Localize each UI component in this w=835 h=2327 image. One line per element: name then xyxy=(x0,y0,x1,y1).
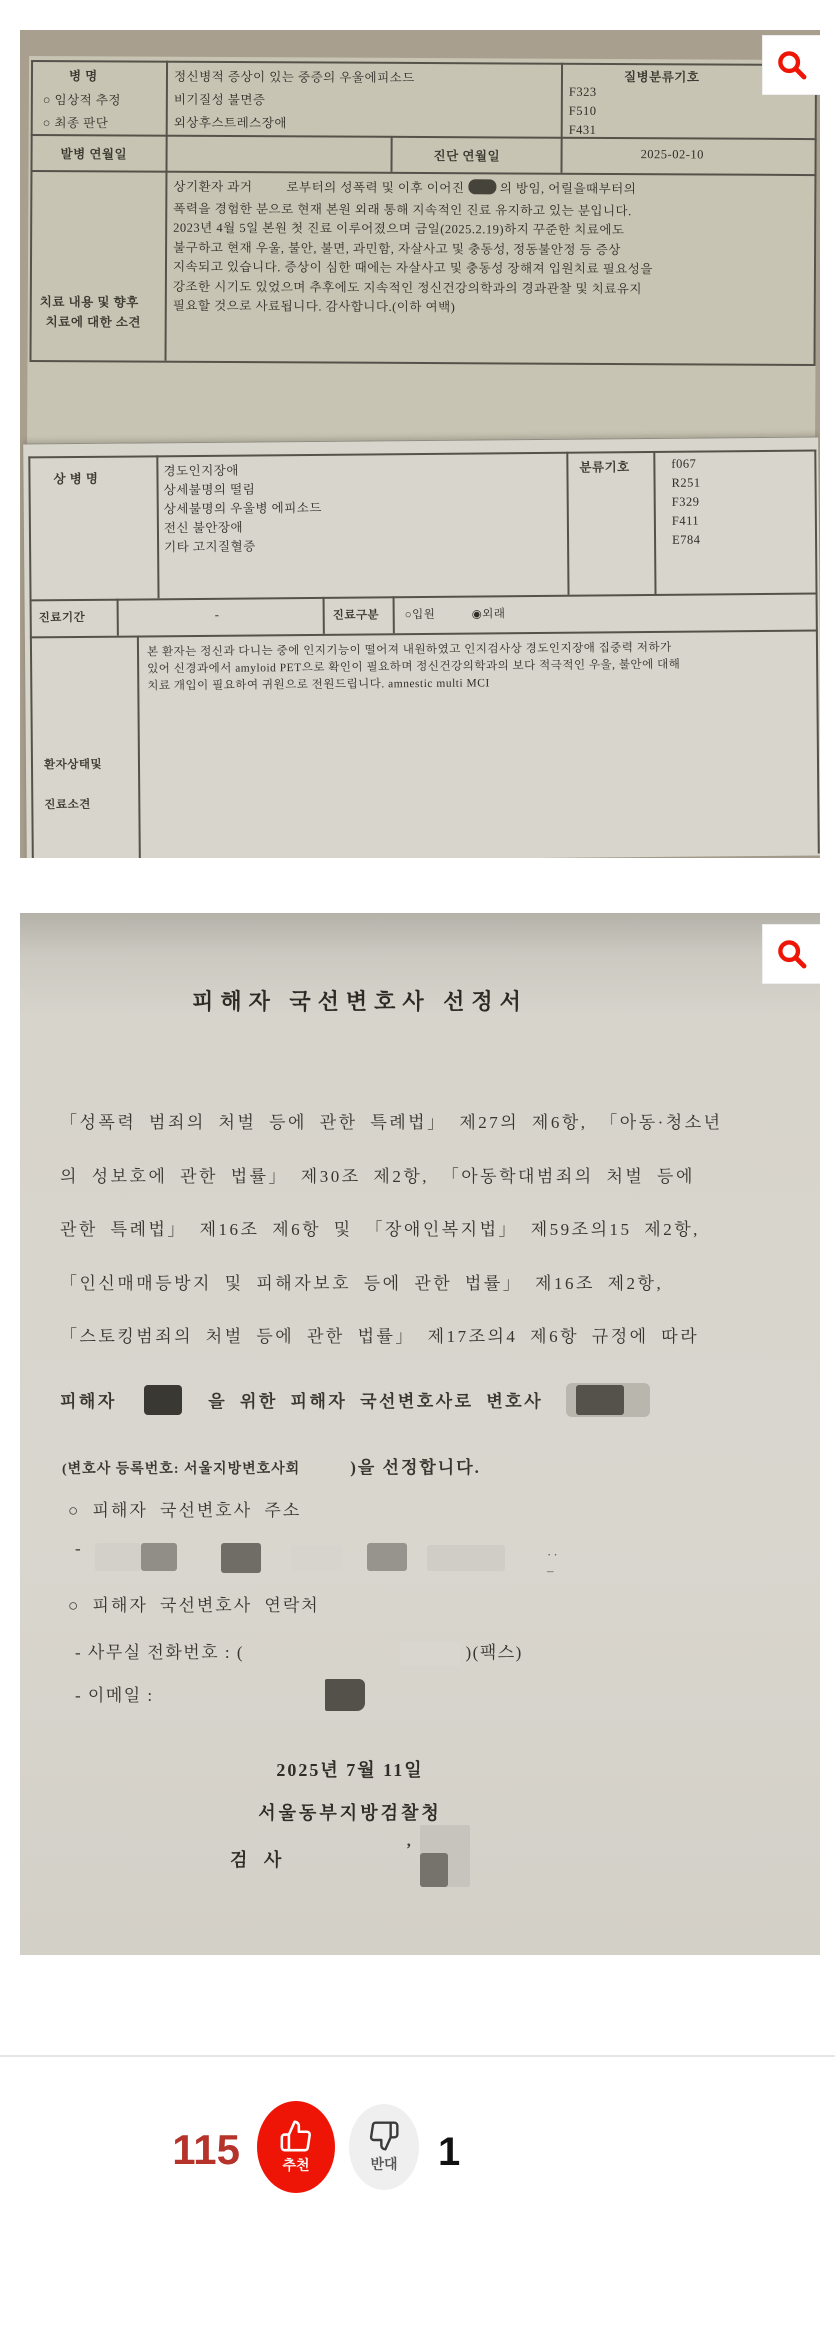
disease-name-header: 병 명 xyxy=(68,69,98,84)
disease-label-option: ○ 최종 판단 xyxy=(42,116,109,131)
referral-note-line: 치료 개입이 필요하여 귀원으로 전원드립니다. amnestic multi MCI xyxy=(147,677,490,693)
referral-note-line: 본 환자는 정신과 다니는 중에 인지기능이 떨어져 내원하였고 인지검사상 경도인지장애 집중력 저하가 xyxy=(146,641,672,659)
opinion-line1-part1: 상기환자 과거 xyxy=(173,179,253,195)
patient-state-label-line2: 진료소견 xyxy=(44,798,91,812)
address-dash: - xyxy=(75,1539,84,1558)
care-period-value: - xyxy=(214,607,220,622)
victim-label: 피해자 xyxy=(60,1392,117,1411)
prosecutor-sign-mark: ʼ xyxy=(406,1841,412,1858)
disease-code: F510 xyxy=(568,103,597,118)
opinion-line: 필요할 것으로 사료됩니다. 감사합니다.(이하 여백) xyxy=(172,298,456,315)
letter-body-line: 의 성보호에 관한 법률」 제30조 제2항, 「아동학대범죄의 처벌 등에 xyxy=(60,1166,695,1186)
redaction-box-phone xyxy=(400,1642,460,1666)
opinion-line: 폭력을 경험한 분으로 현재 본원 외래 통해 지속적인 진료 유지하고 있는 분입니다. xyxy=(173,201,632,218)
appointment-closing-text: )을 선정합니다. xyxy=(350,1458,481,1477)
phone-row xyxy=(75,1638,523,1663)
redaction-box-address-3 xyxy=(221,1543,261,1573)
issuing-office: 서울동부지방검찰청 xyxy=(258,1803,442,1823)
diagnosis-item: 상세불명의 우울병 에피소드 xyxy=(163,500,322,517)
upvote-count: 115 xyxy=(172,2126,240,2173)
phone-label: - 사무실 전화번호 : ( xyxy=(75,1643,244,1662)
registration-number-text: (변호사 등록번호: 서울지방변호사회 xyxy=(62,1462,301,1477)
class-code-header: 분류기호 xyxy=(579,460,630,475)
class-code: R251 xyxy=(671,475,701,490)
opinion-line: 2023년 4월 5일 본원 첫 진료 이루어졌으며 금일(2025.2.19)하지 꾸준한 치료에도 xyxy=(173,220,625,238)
diagnosis-date-value: 2025-02-10 xyxy=(640,147,704,162)
magnifier-icon xyxy=(775,937,809,971)
redaction-box-email xyxy=(325,1679,365,1711)
redaction-box-address-1 xyxy=(95,1543,141,1571)
diagnosis-list-label: 상 병 명 xyxy=(53,471,99,487)
address-remnant-marks: ·· – xyxy=(547,1547,560,1578)
thumbs-up-icon xyxy=(279,2119,313,2153)
disease-name: 외상후스트레스장애 xyxy=(173,115,287,131)
attached-image-medical-documents[interactable] xyxy=(20,30,820,858)
class-code: f067 xyxy=(671,456,697,471)
diagnosis-item: 경도인지장애 xyxy=(163,463,239,479)
diagnosis-date-label: 진단 연월일 xyxy=(433,149,501,164)
opinion-line: 불구하고 현재 우울, 불안, 불면, 과민함, 자살사고 및 충동성, 정동불안정 등 증상 xyxy=(173,240,621,257)
redaction-box-lawyer-name-inner xyxy=(576,1385,624,1415)
redaction-box-victim-name xyxy=(144,1385,182,1415)
upvote-label: 추천 xyxy=(282,2157,310,2173)
address-heading: ○ 피해자 국선변호사 주소 xyxy=(68,1501,302,1520)
opinion-label-line2: 치료에 대한 소견 xyxy=(45,315,142,330)
phone-fax-suffix: )(팩스) xyxy=(465,1643,523,1662)
care-type-outpatient: ◉외래 xyxy=(471,608,506,621)
disease-code: F431 xyxy=(568,122,597,137)
thumbs-down-icon xyxy=(368,2120,400,2152)
letter-line-victim xyxy=(60,1383,650,1417)
patient-state-label-line1: 환자상태및 xyxy=(43,758,103,772)
email-label: - 이메일 : xyxy=(75,1686,154,1705)
care-period-label: 진료기간 xyxy=(38,611,86,625)
redaction-box-address-4 xyxy=(291,1545,343,1571)
upvote-button[interactable] xyxy=(257,2101,335,2193)
class-code: F329 xyxy=(671,494,700,509)
appointment-text: 을 위한 피해자 국선변호사로 변호사 xyxy=(208,1392,544,1411)
opinion-line: 지속되고 있습니다. 증상이 심한 때에는 자살사고 및 충동성 장해져 입원치료 필요성을 xyxy=(172,259,654,277)
contact-heading: ○ 피해자 국선변호사 연락처 xyxy=(68,1596,320,1615)
downvote-button[interactable] xyxy=(349,2104,419,2190)
redaction-blob xyxy=(468,179,496,194)
care-type-label: 진료구분 xyxy=(332,609,380,622)
letter-date: 2025년 7월 11일 xyxy=(276,1760,424,1780)
letter-body-line: 「인신매매등방지 및 피해자보호 등에 관한 법률」 제16조 제2항, xyxy=(60,1273,664,1293)
disease-name: 비기질성 불면증 xyxy=(173,92,266,108)
downvote-label: 반대 xyxy=(370,2156,398,2172)
opinion-line1-part3: 의 방임, 어릴을때부터의 xyxy=(499,181,637,197)
redaction-box-address-2 xyxy=(141,1543,177,1571)
image-zoom-button[interactable] xyxy=(763,36,820,94)
class-code: E784 xyxy=(671,532,701,547)
prosecutor-label: 검 사 xyxy=(230,1850,288,1870)
letter-body-line: 「스토킹범죄의 처벌 등에 관한 법률」 제17조의4 제6항 규정에 따라 xyxy=(60,1327,700,1346)
opinion-line-1 xyxy=(173,177,636,197)
opinion-line1-part2: 로부터의 성폭력 및 이후 이어진 xyxy=(286,180,465,196)
opinion-line: 강조한 시기도 있었으며 추후에도 지속적인 정신건강의학과의 경과관찰 및 치료유지 xyxy=(172,279,643,296)
redaction-box-lawyer-name xyxy=(566,1383,650,1417)
disease-label-option: ○ 임상적 추정 xyxy=(42,93,122,108)
redaction-box-prosecutor-sign-inner xyxy=(420,1853,448,1887)
referral-note-line: 있어 신경과에서 amyloid PET으로 확인이 필요하며 정신건강의학과의 보다 적극적인 우울, 불안에 대해 xyxy=(147,658,681,676)
diagnosis-item: 전신 불안장애 xyxy=(163,520,244,536)
onset-date-label: 발병 연월일 xyxy=(60,147,128,162)
document-diagnosis-certificate xyxy=(27,56,817,474)
redaction-box-address-5 xyxy=(367,1543,407,1571)
class-code: F411 xyxy=(671,513,700,528)
disease-code-header: 질병분류기호 xyxy=(623,70,700,85)
magnifier-icon xyxy=(775,48,809,82)
document-referral-note xyxy=(23,437,820,858)
care-type-inpatient: ○입원 xyxy=(404,608,436,622)
letter-line-registration xyxy=(62,1453,481,1478)
redaction-box-address-6 xyxy=(427,1545,505,1571)
letter-title: 피해자 국선변호사 선정서 xyxy=(192,989,528,1014)
attached-image-appointment-letter[interactable] xyxy=(20,913,820,1955)
email-row xyxy=(75,1681,154,1706)
disease-name: 정신병적 증상이 있는 중증의 우울에피소드 xyxy=(173,69,415,85)
section-divider xyxy=(0,2055,835,2057)
opinion-label-line1: 치료 내용 및 향후 xyxy=(39,294,139,310)
disease-code: F323 xyxy=(568,84,597,99)
letter-body-line: 「성폭력 범죄의 처벌 등에 관한 특례법」 제27의 제6항, 「아동·청소년 xyxy=(60,1113,723,1132)
letter-body-line: 관한 특례법」 제16조 제6항 및 「장애인복지법」 제59조의15 제2항, xyxy=(60,1220,700,1239)
image-zoom-button[interactable] xyxy=(763,925,820,983)
diagnosis-item: 상세불명의 떨림 xyxy=(163,482,256,498)
diagnosis-item: 기타 고지질혈증 xyxy=(164,539,256,555)
downvote-count: 1 xyxy=(438,2130,461,2174)
